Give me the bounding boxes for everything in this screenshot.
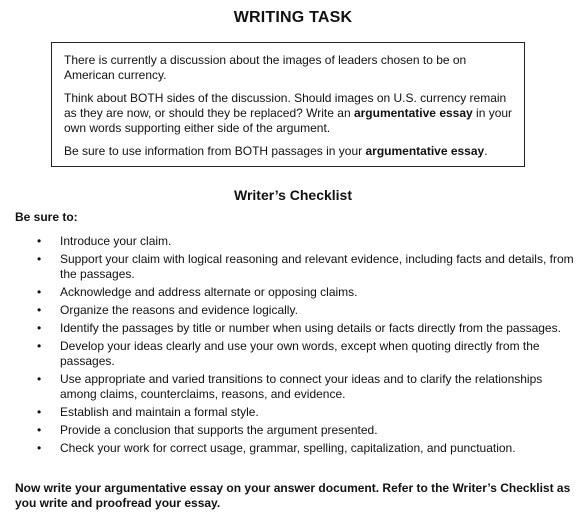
bullet-icon: •: [37, 303, 42, 317]
task-paragraph-2-emphasis: argumentative essay: [353, 106, 473, 120]
checklist-item-text: Use appropriate and varied transitions to connect your ideas and to clarify the relationships among claims, counterclaims, reasons, and evidence.: [60, 372, 543, 401]
checklist-item: [15, 405, 581, 420]
checklist-item-text: Check your work for correct usage, grammar, spelling, capitalization, and punctuation.: [60, 441, 516, 455]
task-paragraph-2: [64, 91, 514, 136]
bullet-icon: •: [37, 405, 42, 419]
checklist-title: Writer’s Checklist: [233, 187, 352, 203]
checklist-item: [15, 285, 581, 300]
bullet-icon: •: [37, 252, 42, 266]
checklist-item: [15, 321, 581, 336]
checklist-item: [15, 252, 581, 282]
checklist-item: [15, 303, 581, 318]
bullet-icon: •: [37, 234, 42, 248]
task-prompt-box: [51, 42, 525, 167]
page-title: WRITING TASK: [233, 9, 353, 26]
task-paragraph-1-text: There is currently a discussion about the images of leaders chosen to be on American currency.: [64, 53, 467, 82]
checklist-item-text: Organize the reasons and evidence logically.: [60, 303, 298, 317]
checklist-item: [15, 423, 581, 438]
checklist-item: [15, 234, 581, 249]
bullet-icon: •: [37, 285, 42, 299]
bullet-icon: •: [37, 372, 42, 386]
closing-instruction: Now write your argumentative essay on your answer document. Refer to the Writer’s Checklist as you write and proofread your essay.: [15, 481, 571, 510]
bullet-icon: •: [37, 423, 42, 437]
checklist: [15, 234, 581, 459]
bullet-icon: •: [37, 321, 42, 335]
task-paragraph-3: [64, 144, 514, 159]
checklist-item-text: Provide a conclusion that supports the argument presented.: [60, 423, 378, 437]
checklist-item-text: Develop your ideas clearly and use your own words, except when quoting directly from the passages.: [60, 339, 540, 368]
bullet-icon: •: [37, 339, 42, 353]
checklist-item: [15, 372, 581, 402]
checklist-intro: Be sure to:: [15, 210, 78, 224]
task-paragraph-3-text: Be sure to use information from BOTH passages in your: [64, 144, 366, 158]
task-paragraph-3-text-end: .: [484, 144, 488, 158]
checklist-item-text: Establish and maintain a formal style.: [60, 405, 259, 419]
bullet-icon: •: [37, 441, 42, 455]
checklist-item-text: Support your claim with logical reasoning and relevant evidence, including facts and details, from the passages.: [60, 252, 574, 281]
checklist-item-text: Introduce your claim.: [60, 234, 172, 248]
checklist-item: [15, 339, 581, 369]
task-paragraph-1: [64, 53, 514, 83]
checklist-item-text: Identify the passages by title or number when using details or facts directly from the passages.: [60, 321, 561, 335]
task-paragraph-2-text: Think about BOTH sides of the discussion. Should images on U.S. currency remain as they are now, or should they be replaced? Write an: [64, 91, 507, 120]
task-paragraph-3-emphasis: argumentative essay: [365, 144, 485, 158]
checklist-item: [15, 441, 581, 456]
checklist-item-text: Acknowledge and address alternate or opposing claims.: [60, 285, 358, 299]
task-paragraph-2-text-end: in your own words supporting either side of the argument.: [64, 106, 513, 135]
